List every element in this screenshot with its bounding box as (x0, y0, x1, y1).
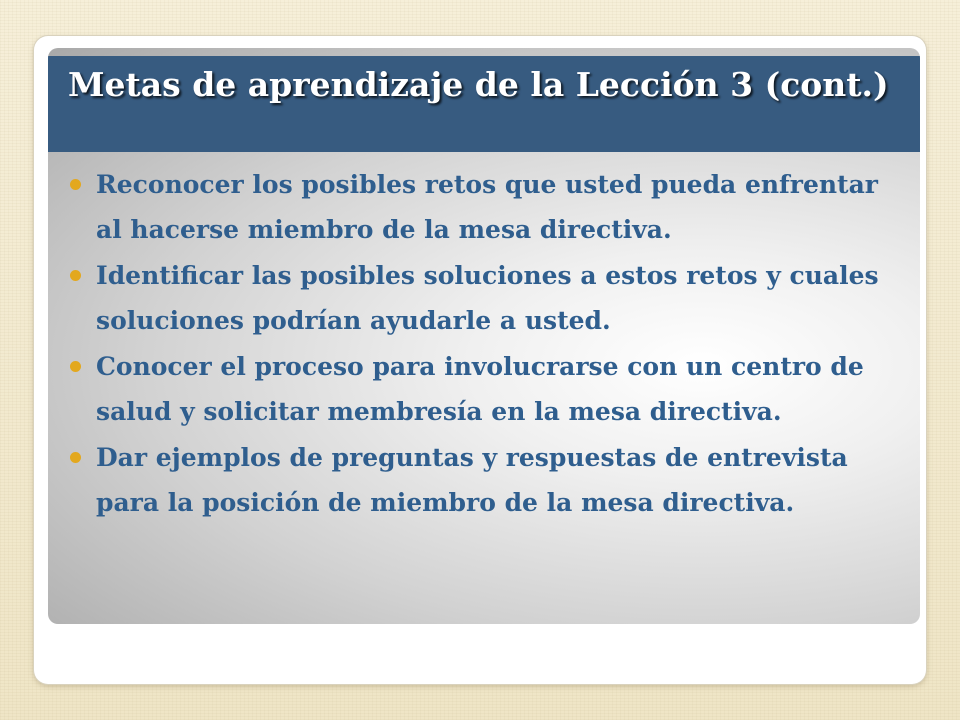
goals-list (68, 162, 898, 526)
goal-text: Identificar las posibles soluciones a estos retos y cuales soluciones podrían ayudarle a usted. (96, 261, 879, 335)
goal-item (68, 253, 898, 343)
bullet-icon (70, 270, 81, 281)
goal-item (68, 344, 898, 434)
title-bar (48, 56, 920, 152)
goal-text: Dar ejemplos de preguntas y respuestas de entrevista para la posición de miembro de la mesa directiva. (96, 443, 848, 517)
bullet-icon (70, 452, 81, 463)
goal-text: Conocer el proceso para involucrarse con un centro de salud y solicitar membresía en la mesa directiva. (96, 352, 864, 426)
bullet-icon (70, 179, 81, 190)
goal-item (68, 162, 898, 252)
goal-item (68, 435, 898, 525)
content-panel (48, 48, 920, 624)
slide-title: Metas de aprendizaje de la Lección 3 (cont.) (68, 65, 889, 104)
bullet-icon (70, 361, 81, 372)
goal-text: Reconocer los posibles retos que usted pueda enfrentar al hacerse miembro de la mesa directiva. (96, 170, 878, 244)
